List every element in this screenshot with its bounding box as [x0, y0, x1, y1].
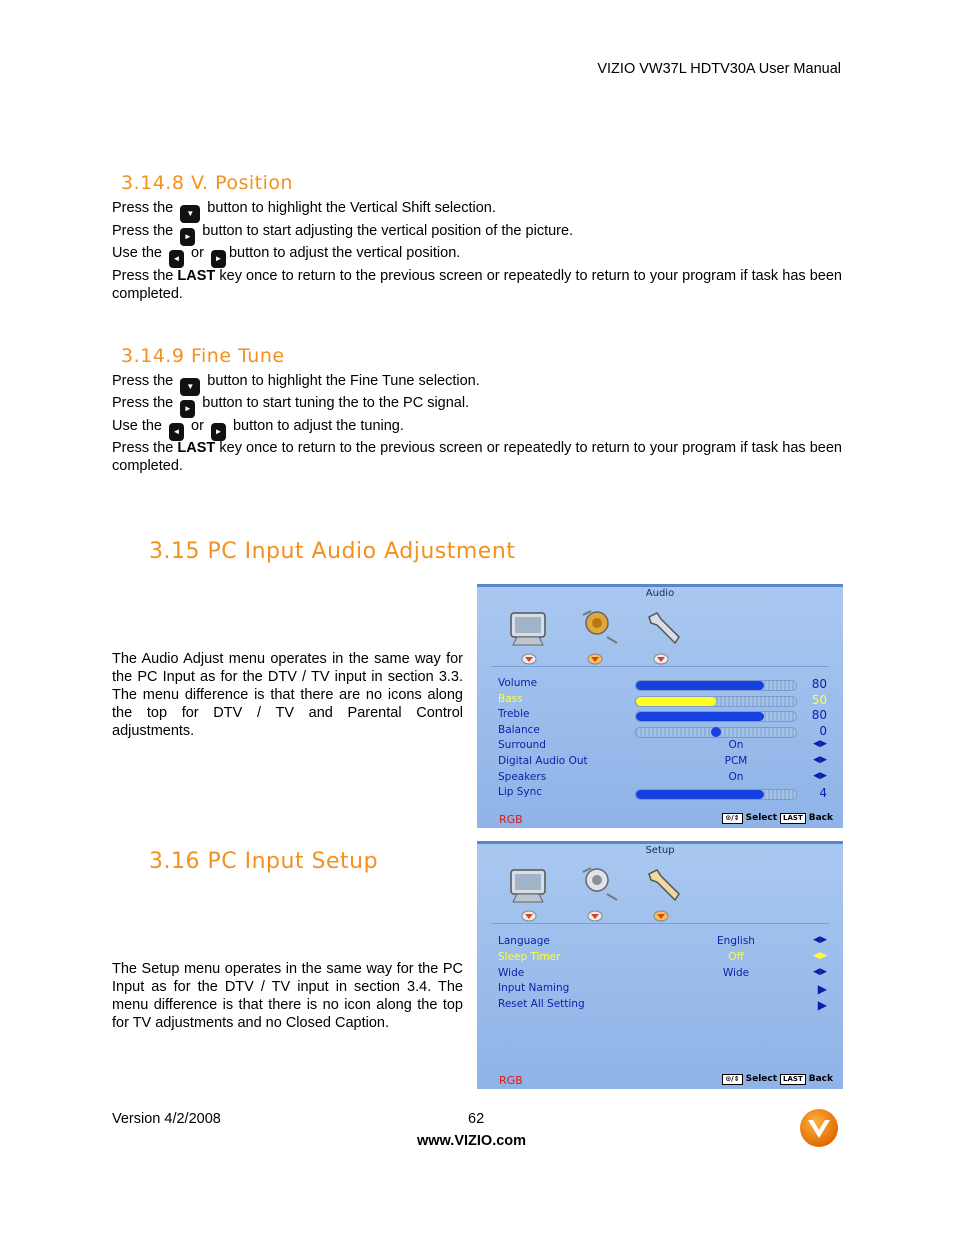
- text: Press the: [112, 440, 178, 456]
- text: key once to return to the previous screen or repeatedly to return to your program if task has been completed.: [112, 440, 843, 474]
- menu-item-value: On: [728, 770, 744, 783]
- menu-item-value: PCM: [724, 755, 748, 767]
- text: or: [187, 418, 208, 434]
- menu-item-label: Wide: [498, 966, 525, 979]
- left-arrow-key-icon: ◄: [169, 250, 184, 268]
- heading-pc-audio: 3.15 PC Input Audio Adjustment: [149, 539, 516, 564]
- menu-item-reset-all-setting[interactable]: [498, 998, 827, 1013]
- audio-menu-footer: [477, 813, 843, 827]
- text: button to start adjusting the vertical position of the picture.: [198, 223, 574, 239]
- text: Use the: [112, 418, 166, 434]
- level-slider[interactable]: [635, 680, 797, 691]
- menu-item-label: Bass: [498, 692, 523, 705]
- manual-title: VIZIO VW37L HDTV30A User Manual: [597, 61, 841, 77]
- menu-item-value: 4: [819, 786, 827, 801]
- menu-item-input-naming[interactable]: [498, 982, 827, 997]
- text: Press the: [112, 200, 178, 216]
- audio-speaker-icon[interactable]: [577, 609, 621, 647]
- right-arrow-key-icon: ►: [211, 423, 226, 441]
- menu-item-value: Off: [728, 950, 744, 963]
- text: or: [187, 245, 208, 261]
- menu-item-label: Surround: [498, 739, 546, 752]
- vpos-last-paragraph: [112, 267, 842, 303]
- website-link[interactable]: www.VIZIO.com: [417, 1133, 527, 1149]
- level-slider[interactable]: [635, 727, 797, 738]
- menu-item-digital-audio-out[interactable]: [498, 755, 827, 770]
- level-fill: [636, 712, 764, 721]
- menu-item-volume[interactable]: [498, 677, 827, 692]
- menu-item-label: Treble: [498, 708, 530, 721]
- menu-item-bass[interactable]: [498, 693, 827, 708]
- vpos-line-3: [112, 244, 842, 268]
- text: Press the: [112, 268, 178, 284]
- menu-item-wide[interactable]: [498, 967, 827, 982]
- vpos-line-2: [112, 222, 842, 246]
- menu-item-sleep-timer[interactable]: [498, 951, 827, 966]
- back-label: Back: [808, 1074, 833, 1084]
- last-key-icon: LAST: [780, 1074, 806, 1085]
- menu-item-balance[interactable]: [498, 724, 827, 739]
- select-key-icon: ⊙/⇕: [722, 1074, 742, 1085]
- chevron-down-icon: [587, 910, 603, 922]
- help-bar: [719, 813, 833, 824]
- finetune-last-paragraph: [112, 439, 842, 475]
- menu-item-value: 80: [811, 677, 827, 691]
- text: button to adjust the tuning.: [228, 418, 404, 434]
- version-label: Version 4/2/2008: [112, 1111, 221, 1127]
- level-slider[interactable]: [635, 696, 797, 707]
- menu-item-label: Input Naming: [498, 982, 570, 995]
- setup-description: The Setup menu operates in the same way for the PC Input as for the DTV / TV input in section 3.4. The menu difference is that there is no icon along the top for TV adjustments and no Closed Caption.: [112, 961, 463, 1031]
- heading-fine-tune: 3.14.9 Fine Tune: [121, 345, 285, 367]
- menu-item-label: Volume: [498, 677, 538, 689]
- vizio-logo-icon: [799, 1108, 839, 1148]
- left-right-arrows-icon[interactable]: ◀▶: [813, 770, 827, 781]
- setup-menu-title: Setup: [645, 845, 675, 856]
- setup-wrench-icon[interactable]: [643, 866, 687, 904]
- select-label: Select: [745, 813, 778, 823]
- select-key-icon: ⊙/⇕: [722, 813, 742, 824]
- menu-item-label: Language: [498, 935, 550, 947]
- level-slider[interactable]: [635, 789, 797, 800]
- last-key-label: LAST: [177, 440, 216, 456]
- finetune-line-1: [112, 372, 842, 396]
- left-arrow-key-icon: ◄: [169, 423, 184, 441]
- divider: [491, 666, 829, 667]
- menu-item-label: Digital Audio Out: [498, 755, 588, 767]
- right-arrow-key-icon: ►: [211, 250, 226, 268]
- menu-item-value: On: [728, 739, 744, 752]
- chevron-down-icon: [653, 653, 669, 665]
- help-bar: [719, 1074, 833, 1085]
- menu-item-surround[interactable]: [498, 739, 827, 754]
- text: Press the: [112, 395, 178, 411]
- tv-picture-icon[interactable]: [507, 609, 551, 647]
- source-label: RGB: [499, 813, 523, 826]
- vpos-line-1: [112, 199, 842, 223]
- left-right-arrows-icon[interactable]: ◀▶: [813, 966, 827, 977]
- text: Press the: [112, 223, 178, 239]
- menu-item-value: Wide: [722, 966, 750, 979]
- balance-knob: [711, 727, 721, 737]
- menu-item-value: 50: [811, 692, 827, 707]
- text: button to adjust the vertical position.: [228, 245, 461, 261]
- chevron-down-icon: [587, 653, 603, 665]
- last-key-icon: LAST: [780, 813, 806, 824]
- level-slider[interactable]: [635, 711, 797, 722]
- menu-item-label: Lip Sync: [498, 786, 543, 799]
- down-arrow-key-icon: ▼: [180, 378, 200, 396]
- text: button to start tuning the to the PC signal.: [198, 395, 470, 411]
- text: Press the: [112, 373, 178, 389]
- audio-menu-icons: [507, 609, 677, 665]
- left-right-arrows-icon[interactable]: ◀▶: [813, 739, 827, 750]
- setup-wrench-icon[interactable]: [643, 609, 687, 647]
- chevron-down-icon: [653, 910, 669, 922]
- finetune-line-2: [112, 394, 842, 418]
- text: button to highlight the Vertical Shift selection.: [203, 200, 496, 216]
- menu-item-language[interactable]: [498, 935, 827, 950]
- chevron-down-icon: [521, 653, 537, 665]
- last-key-label: LAST: [177, 268, 216, 284]
- level-fill: [636, 790, 764, 799]
- heading-v-position: 3.14.8 V. Position: [121, 172, 294, 194]
- left-right-arrows-icon[interactable]: ◀▶: [813, 755, 827, 765]
- menu-item-speakers[interactable]: [498, 771, 827, 786]
- setup-menu-panel: [477, 841, 843, 1089]
- tv-picture-icon[interactable]: [507, 866, 551, 904]
- left-right-arrows-icon[interactable]: ◀▶: [813, 950, 827, 961]
- level-fill: [636, 697, 716, 706]
- page-number: 62: [468, 1111, 485, 1127]
- source-label: RGB: [499, 1074, 523, 1087]
- down-arrow-key-icon: ▼: [180, 205, 200, 223]
- audio-speaker-icon[interactable]: [577, 866, 621, 904]
- right-arrow-key-icon: ►: [180, 400, 195, 418]
- submenu-arrow-icon[interactable]: ▶: [817, 998, 827, 1013]
- menu-item-lip-sync[interactable]: [498, 786, 827, 801]
- chevron-down-icon: [521, 910, 537, 922]
- audio-menu-panel: [477, 584, 843, 828]
- text: button to highlight the Fine Tune selection.: [203, 373, 480, 389]
- audio-menu-title: Audio: [645, 588, 675, 599]
- level-fill: [636, 681, 764, 690]
- menu-item-value: English: [717, 935, 755, 947]
- menu-item-label: Sleep Timer: [498, 950, 561, 963]
- back-label: Back: [808, 813, 833, 823]
- menu-item-label: Reset All Setting: [498, 998, 585, 1011]
- text: key once to return to the previous screen or repeatedly to return to your program if task has been completed.: [112, 268, 843, 302]
- heading-pc-setup: 3.16 PC Input Setup: [149, 849, 379, 874]
- right-arrow-key-icon: ►: [180, 228, 195, 246]
- left-right-arrows-icon[interactable]: ◀▶: [813, 935, 827, 945]
- setup-menu-footer: [477, 1074, 843, 1088]
- setup-menu-icons: [507, 866, 677, 922]
- menu-item-value: 80: [811, 708, 827, 723]
- menu-item-value: 0: [819, 723, 827, 738]
- divider: [491, 923, 829, 924]
- menu-item-treble[interactable]: [498, 708, 827, 723]
- menu-item-label: Balance: [498, 723, 540, 736]
- select-label: Select: [745, 1074, 778, 1084]
- submenu-arrow-icon[interactable]: ▶: [817, 982, 827, 997]
- text: Use the: [112, 245, 166, 261]
- audio-description: The Audio Adjust menu operates in the same way for the PC Input as for the DTV / TV input in section 3.3. The menu difference is that there are no icons along the top for DTV / TV and Parental Control adjustments.: [112, 651, 463, 739]
- finetune-line-3: [112, 417, 842, 441]
- menu-item-label: Speakers: [498, 770, 547, 783]
